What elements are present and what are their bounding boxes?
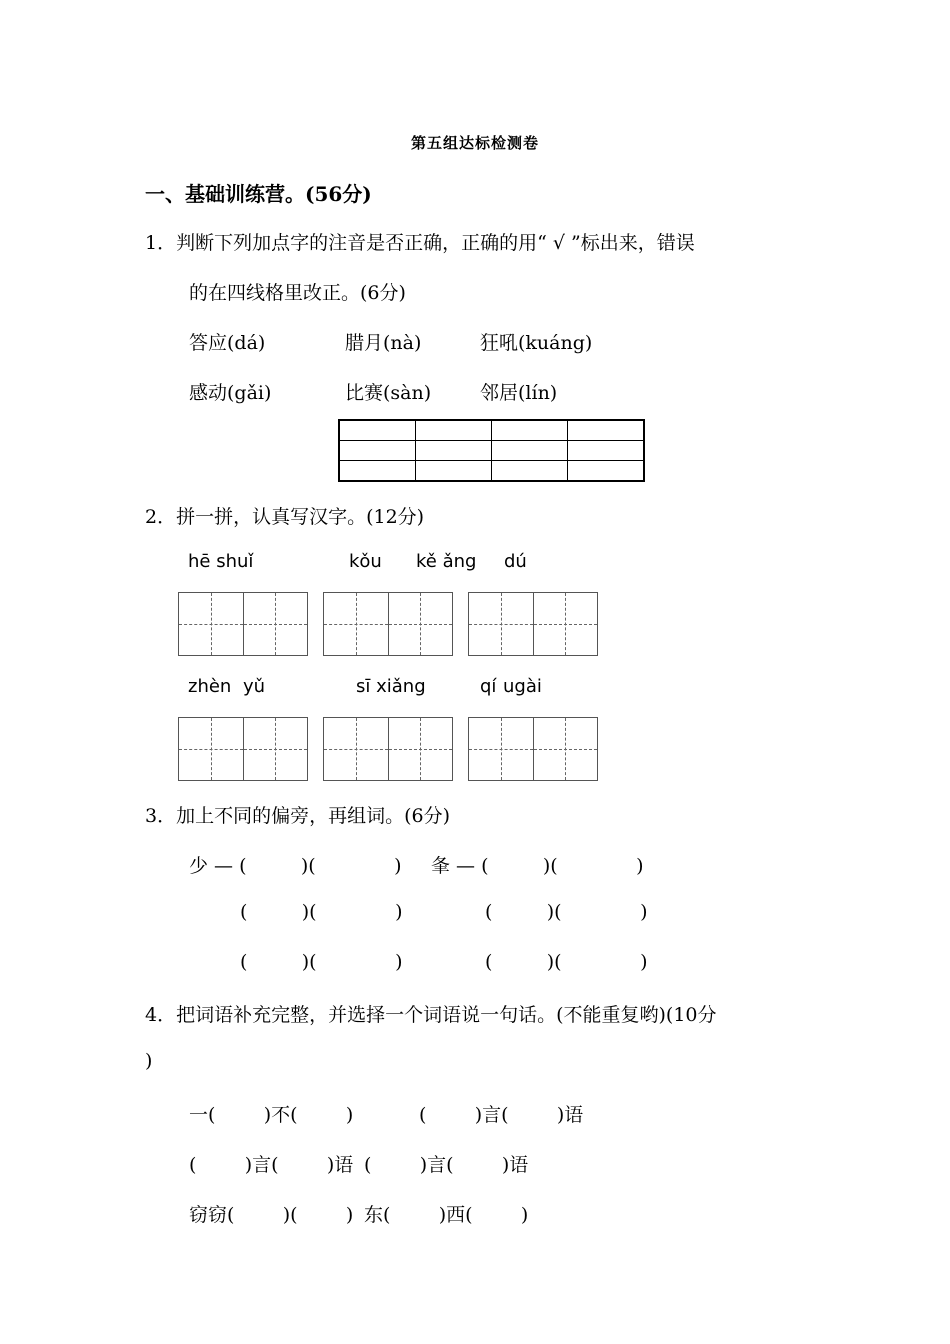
character-writing-box[interactable]: [178, 717, 308, 781]
pinyin-label: hē shuǐ: [188, 551, 254, 572]
pinyin-label: kǒu: [349, 551, 382, 572]
q3-blank[interactable]: ( )( ): [240, 901, 403, 923]
q1-item: 邻居(lín): [480, 382, 558, 404]
q4-phrase-blank[interactable]: ( )言( )语: [364, 1154, 529, 1176]
character-writing-box[interactable]: [468, 717, 598, 781]
q3-blank[interactable]: ( )( ): [485, 901, 648, 923]
question-1-line-1: 1．判断下列加点字的注音是否正确，正确的用“ √ ”标出来，错误: [145, 232, 695, 254]
question-1-line-2: 的在四线格里改正。(6分): [189, 282, 406, 304]
question-3-title: 3．加上不同的偏旁，再组词。(6分): [145, 805, 451, 827]
q3-right-row[interactable]: 夆 — ( )( ): [431, 855, 644, 877]
q4-phrase-blank[interactable]: 一( )不( ): [189, 1104, 354, 1126]
q1-item: 比赛(sàn): [345, 382, 432, 404]
four-line-grid[interactable]: [338, 419, 645, 482]
character-writing-box[interactable]: [468, 592, 598, 656]
q4-phrase-blank[interactable]: 东( )西( ): [364, 1204, 529, 1226]
q3-left-row[interactable]: 少 — ( )( ): [189, 855, 402, 877]
question-4-line-1: 4．把词语补充完整，并选择一个词语说一句话。(不能重复哟)(10分: [145, 1004, 717, 1026]
q1-item: 感动(gǎi): [189, 382, 272, 404]
q4-phrase-blank[interactable]: ( )言( )语: [419, 1104, 584, 1126]
q1-item: 狂吼(kuáng): [480, 332, 593, 354]
question-4-line-2: ): [145, 1050, 153, 1072]
character-writing-box[interactable]: [323, 717, 453, 781]
q4-phrase-blank[interactable]: 窃窃( )( ): [189, 1204, 354, 1226]
pinyin-label: dú: [504, 551, 527, 572]
q4-phrase-blank[interactable]: ( )言( )语: [189, 1154, 354, 1176]
character-writing-box[interactable]: [323, 592, 453, 656]
q1-item: 答应(dá): [189, 332, 266, 354]
page-title: 第五组达标检测卷: [410, 134, 539, 152]
q1-item: 腊月(nà): [345, 332, 422, 354]
section-heading: 一、基础训练营。(56分): [145, 182, 372, 206]
pinyin-label: kě ǎng: [416, 551, 477, 572]
pinyin-label: yǔ: [243, 676, 266, 697]
question-2-title: 2．拼一拼，认真写汉字。(12分): [145, 506, 425, 528]
q3-blank[interactable]: ( )( ): [240, 951, 403, 973]
pinyin-label: ugài: [503, 676, 542, 697]
q3-blank[interactable]: ( )( ): [485, 951, 648, 973]
pinyin-label: sī xiǎng: [356, 676, 426, 697]
character-writing-box[interactable]: [178, 592, 308, 656]
pinyin-label: zhèn: [188, 676, 232, 697]
pinyin-label: qí: [480, 676, 497, 697]
